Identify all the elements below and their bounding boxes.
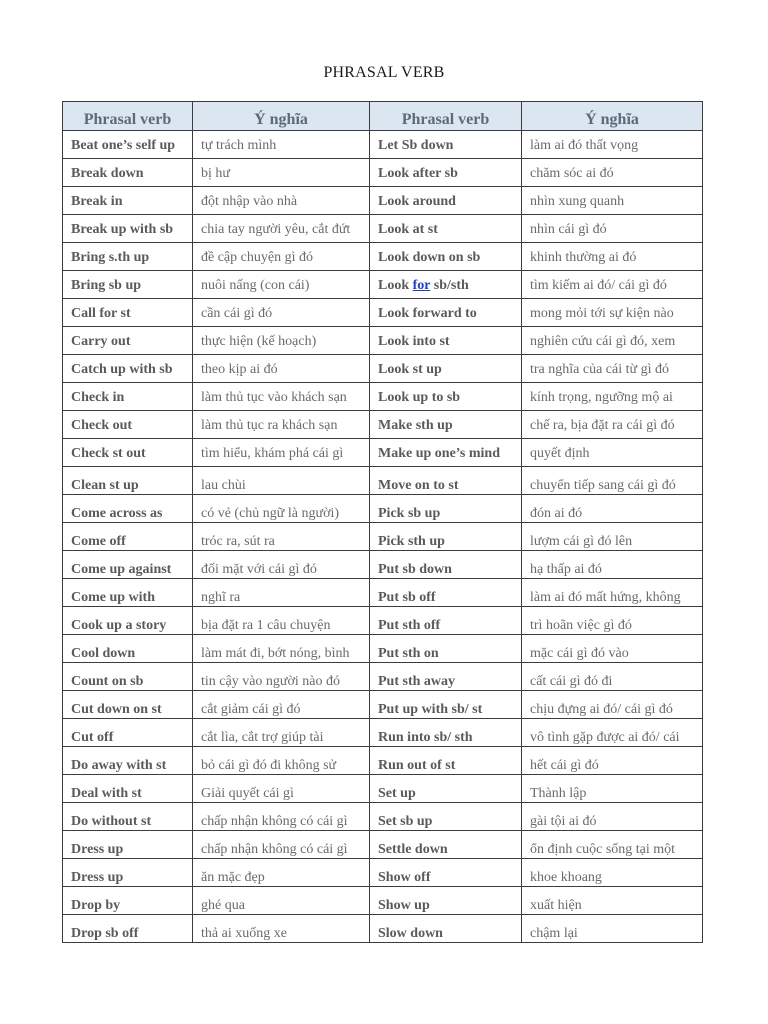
phrasal-verb-cell: Run out of st	[370, 747, 522, 775]
table-row	[63, 551, 703, 579]
phrasal-verb-cell: Make sth up	[370, 411, 522, 439]
phrasal-verb-cell: Come off	[63, 523, 193, 551]
meaning-cell: chịu đựng ai đó/ cái gì đó	[522, 691, 703, 719]
phrasal-verb-cell: Check st out	[63, 439, 193, 467]
table-row	[63, 803, 703, 831]
meaning-cell: đón ai đó	[522, 495, 703, 523]
table-row	[63, 887, 703, 915]
phrasal-verb-cell	[370, 271, 522, 299]
meaning-cell: làm thủ tục vào khách sạn	[193, 383, 370, 411]
phrasal-verb-cell: Look after sb	[370, 159, 522, 187]
meaning-cell: làm ai đó thất vọng	[522, 131, 703, 159]
phrasal-verb-cell: Put sb off	[370, 579, 522, 607]
phrasal-verb-cell: Pick sth up	[370, 523, 522, 551]
phrasal-verb-cell: Count on sb	[63, 663, 193, 691]
phrasal-verb-cell: Come up against	[63, 551, 193, 579]
meaning-cell: lượm cái gì đó lên	[522, 523, 703, 551]
meaning-cell: nhìn cái gì đó	[522, 215, 703, 243]
meaning-cell: tra nghĩa của cái từ gì đó	[522, 355, 703, 383]
phrasal-verb-cell: Bring sb up	[63, 271, 193, 299]
table-row	[63, 859, 703, 887]
table-row	[63, 159, 703, 187]
phrasal-verb-cell: Pick sb up	[370, 495, 522, 523]
phrasal-verb-cell: Check out	[63, 411, 193, 439]
table-row	[63, 523, 703, 551]
phrasal-verb-cell: Move on to st	[370, 467, 522, 495]
table-row	[63, 467, 703, 495]
table-row	[63, 747, 703, 775]
phrasal-verb-cell: Bring s.th up	[63, 243, 193, 271]
meaning-cell: hạ thấp ai đó	[522, 551, 703, 579]
meaning-cell: quyết định	[522, 439, 703, 467]
phrasal-verb-cell: Do without st	[63, 803, 193, 831]
meaning-cell: tìm hiểu, khám phá cái gì	[193, 439, 370, 467]
phrasal-verb-cell: Dress up	[63, 831, 193, 859]
phrasal-verb-cell: Put sth off	[370, 607, 522, 635]
meaning-cell: làm ai đó mất hứng, không	[522, 579, 703, 607]
table-row	[63, 299, 703, 327]
phrasal-verb-cell: Look at st	[370, 215, 522, 243]
meaning-cell: tìm kiếm ai đó/ cái gì đó	[522, 271, 703, 299]
phrasal-verb-cell: Clean st up	[63, 467, 193, 495]
meaning-cell: cắt lìa, cắt trợ giúp tài	[193, 719, 370, 747]
meaning-cell: ăn mặc đẹp	[193, 859, 370, 887]
meaning-cell: thực hiện (kế hoạch)	[193, 327, 370, 355]
phrasal-verb-cell: Check in	[63, 383, 193, 411]
phrasal-verb-cell: Dress up	[63, 859, 193, 887]
table-row	[63, 691, 703, 719]
meaning-cell: lau chùi	[193, 467, 370, 495]
table-row	[63, 495, 703, 523]
phrasal-verb-cell: Look around	[370, 187, 522, 215]
meaning-cell: làm thủ tục ra khách sạn	[193, 411, 370, 439]
table-row	[63, 579, 703, 607]
meaning-cell: Thành lập	[522, 775, 703, 803]
meaning-cell: làm mát đi, bớt nóng, bình	[193, 635, 370, 663]
verb-text: Look	[378, 278, 413, 293]
meaning-cell: nuôi nấng (con cái)	[193, 271, 370, 299]
meaning-cell: chuyển tiếp sang cái gì đó	[522, 467, 703, 495]
phrasal-verb-cell: Set up	[370, 775, 522, 803]
phrasal-verb-cell: Put up with sb/ st	[370, 691, 522, 719]
phrasal-verb-cell: Show off	[370, 859, 522, 887]
phrasal-verb-cell: Call for st	[63, 299, 193, 327]
meaning-cell: tự trách mình	[193, 131, 370, 159]
table-row	[63, 439, 703, 467]
for-link[interactable]: for	[412, 278, 431, 293]
phrasal-verb-cell: Beat one’s self up	[63, 131, 193, 159]
meaning-cell: bị hư	[193, 159, 370, 187]
phrasal-verb-cell: Come up with	[63, 579, 193, 607]
meaning-cell: ghé qua	[193, 887, 370, 915]
phrasal-verb-cell: Break in	[63, 187, 193, 215]
table-row	[63, 915, 703, 943]
table-row	[63, 663, 703, 691]
table-row	[63, 607, 703, 635]
meaning-cell: gài tội ai đó	[522, 803, 703, 831]
phrasal-verb-cell: Make up one’s mind	[370, 439, 522, 467]
meaning-cell: chấp nhận không có cái gì	[193, 803, 370, 831]
table-row	[63, 775, 703, 803]
meaning-cell: Giải quyết cái gì	[193, 775, 370, 803]
meaning-cell: mặc cái gì đó vào	[522, 635, 703, 663]
phrasal-verb-cell: Settle down	[370, 831, 522, 859]
table-row	[63, 411, 703, 439]
phrasal-verb-cell: Deal with st	[63, 775, 193, 803]
table-row	[63, 327, 703, 355]
page-title: PHRASAL VERB	[323, 64, 445, 81]
meaning-cell: cần cái gì đó	[193, 299, 370, 327]
phrasal-verb-cell: Look st up	[370, 355, 522, 383]
table-row	[63, 131, 703, 159]
meaning-cell: ổn định cuộc sống tại một	[522, 831, 703, 859]
meaning-cell: chậm lại	[522, 915, 703, 943]
header-phrasal-verb-1: Phrasal verb	[63, 102, 193, 131]
header-meaning-1: Ý nghĩa	[193, 102, 370, 131]
phrasal-verb-cell: Carry out	[63, 327, 193, 355]
table-row	[63, 635, 703, 663]
verb-text: sb/sth	[430, 278, 469, 293]
meaning-cell: chia tay người yêu, cắt đứt	[193, 215, 370, 243]
table-row	[63, 719, 703, 747]
phrasal-verb-cell: Look up to sb	[370, 383, 522, 411]
header-meaning-2: Ý nghĩa	[522, 102, 703, 131]
phrasal-verb-cell: Drop sb off	[63, 915, 193, 943]
meaning-cell: mong mỏi tới sự kiện nào	[522, 299, 703, 327]
meaning-cell: cắt giảm cái gì đó	[193, 691, 370, 719]
phrasal-verb-cell: Put sth on	[370, 635, 522, 663]
phrasal-verb-table	[62, 101, 703, 943]
table-row	[63, 271, 703, 299]
meaning-cell: khinh thường ai đó	[522, 243, 703, 271]
meaning-cell: có vẻ (chủ ngữ là người)	[193, 495, 370, 523]
phrasal-verb-cell: Slow down	[370, 915, 522, 943]
phrasal-verb-cell: Break up with sb	[63, 215, 193, 243]
phrasal-verb-cell: Cool down	[63, 635, 193, 663]
meaning-cell: đối mặt với cái gì đó	[193, 551, 370, 579]
meaning-cell: bỏ cái gì đó đi không sử	[193, 747, 370, 775]
meaning-cell: chế ra, bịa đặt ra cái gì đó	[522, 411, 703, 439]
phrasal-verb-cell: Look forward to	[370, 299, 522, 327]
meaning-cell: đề cập chuyện gì đó	[193, 243, 370, 271]
phrasal-verb-cell: Put sb down	[370, 551, 522, 579]
phrasal-verb-cell: Catch up with sb	[63, 355, 193, 383]
phrasal-verb-cell: Drop by	[63, 887, 193, 915]
phrasal-verb-cell: Cook up a story	[63, 607, 193, 635]
phrasal-verb-cell: Look into st	[370, 327, 522, 355]
phrasal-verb-cell: Put sth away	[370, 663, 522, 691]
phrasal-verb-cell: Cut off	[63, 719, 193, 747]
table-row	[63, 215, 703, 243]
phrasal-verb-cell: Look down on sb	[370, 243, 522, 271]
meaning-cell: trì hoãn việc gì đó	[522, 607, 703, 635]
meaning-cell: cất cái gì đó đi	[522, 663, 703, 691]
meaning-cell: tróc ra, sút ra	[193, 523, 370, 551]
meaning-cell: kính trọng, ngưỡng mộ ai	[522, 383, 703, 411]
meaning-cell: tin cậy vào người nào đó	[193, 663, 370, 691]
meaning-cell: chăm sóc ai đó	[522, 159, 703, 187]
phrasal-verb-cell: Break down	[63, 159, 193, 187]
meaning-cell: thả ai xuống xe	[193, 915, 370, 943]
meaning-cell: bịa đặt ra 1 câu chuyện	[193, 607, 370, 635]
meaning-cell: khoe khoang	[522, 859, 703, 887]
phrasal-verb-cell: Run into sb/ sth	[370, 719, 522, 747]
meaning-cell: nghĩ ra	[193, 579, 370, 607]
meaning-cell: vô tình gặp được ai đó/ cái	[522, 719, 703, 747]
meaning-cell: theo kịp ai đó	[193, 355, 370, 383]
meaning-cell: đột nhập vào nhà	[193, 187, 370, 215]
table-row	[63, 187, 703, 215]
meaning-cell: xuất hiện	[522, 887, 703, 915]
phrasal-verb-cell: Set sb up	[370, 803, 522, 831]
phrasal-verb-cell: Show up	[370, 887, 522, 915]
table-row	[63, 243, 703, 271]
meaning-cell: hết cái gì đó	[522, 747, 703, 775]
meaning-cell: nghiên cứu cái gì đó, xem	[522, 327, 703, 355]
meaning-cell: nhìn xung quanh	[522, 187, 703, 215]
table-row	[63, 355, 703, 383]
phrasal-verb-cell: Do away with st	[63, 747, 193, 775]
header-phrasal-verb-2: Phrasal verb	[370, 102, 522, 131]
table-row	[63, 383, 703, 411]
table-header-row	[63, 102, 703, 131]
table-row	[63, 831, 703, 859]
phrasal-verb-cell: Come across as	[63, 495, 193, 523]
meaning-cell: chấp nhận không có cái gì	[193, 831, 370, 859]
phrasal-verb-cell: Let Sb down	[370, 131, 522, 159]
phrasal-verb-cell: Cut down on st	[63, 691, 193, 719]
